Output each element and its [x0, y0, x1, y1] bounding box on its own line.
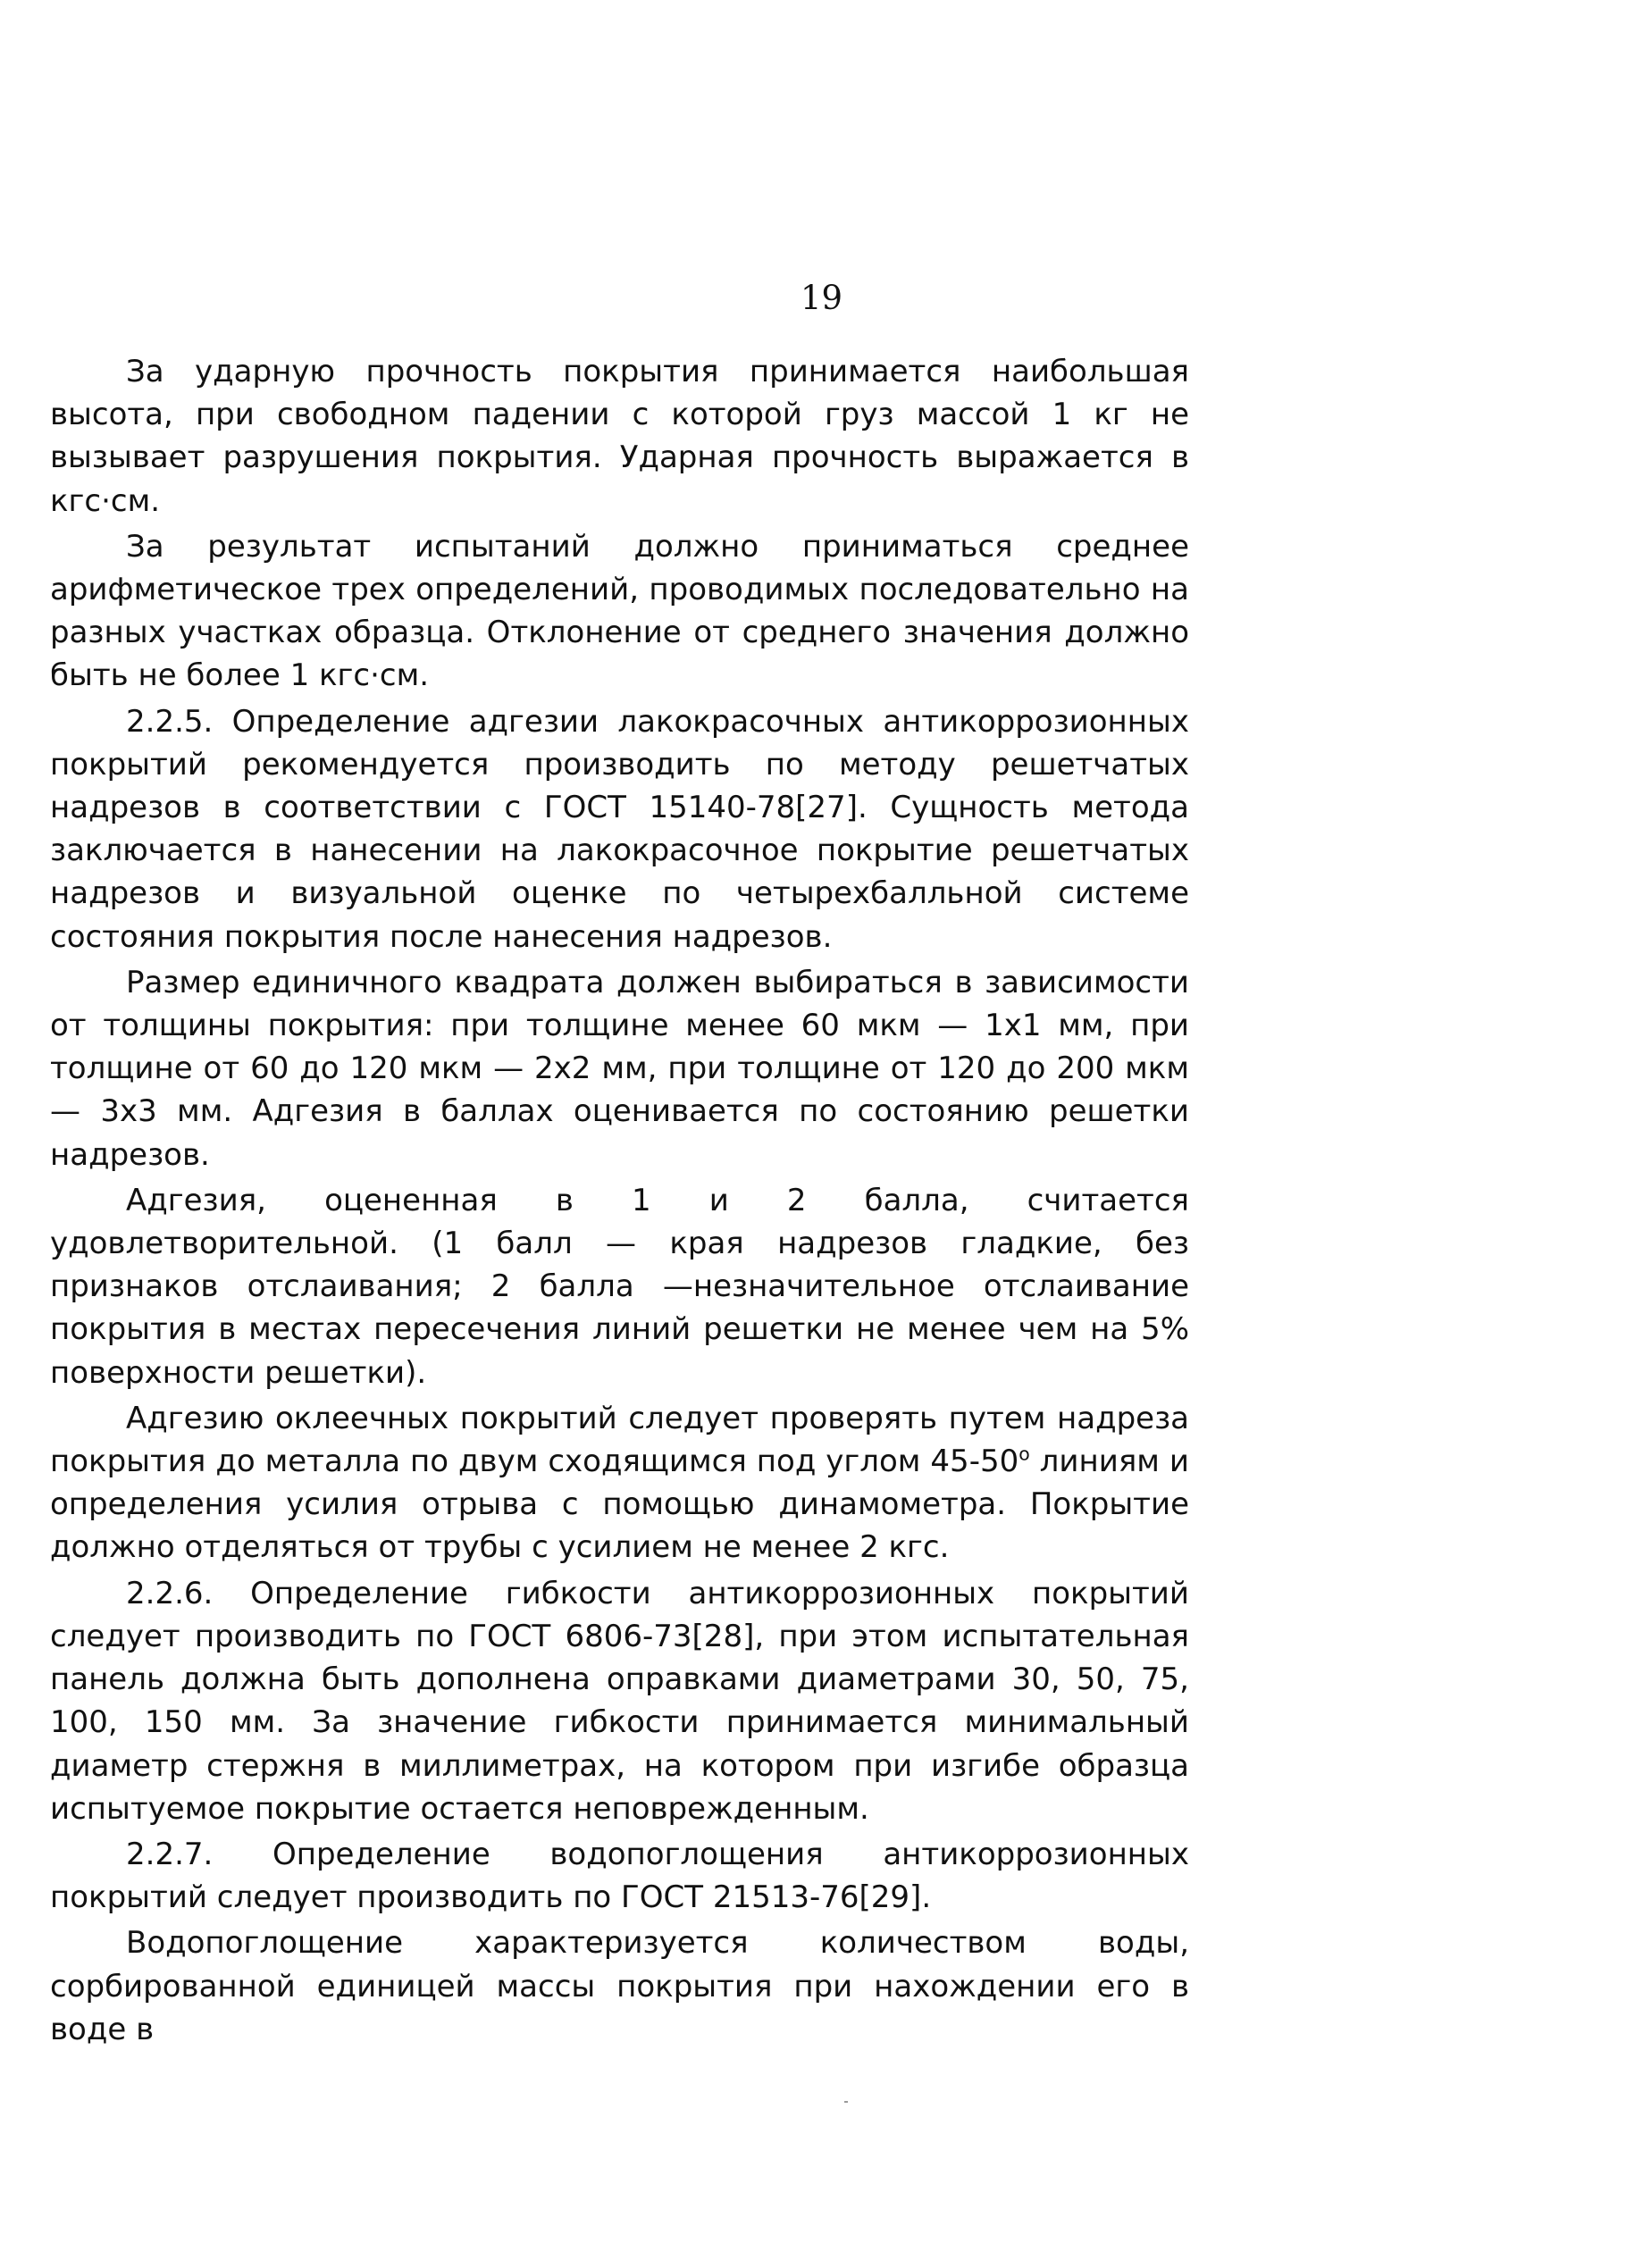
paragraph-test-result: За результат испытаний должно приниматься среднее арифметическое трех определений, проводимых последовательно на разных участках образца. Отклонение от среднего значения должно быть не более 1 кгс·см.: [50, 528, 1189, 694]
body-text: [50, 350, 1189, 2054]
degree-sign: о: [1018, 1443, 1030, 1465]
paragraph-impact-strength: За ударную прочность покрытия принимается наибольшая высота, при свободном падении с которой груз массой 1 кг не вызывает разрушения покрытия. Ударная прочность выражается в кгс·см.: [50, 354, 1189, 519]
paragraph-wrap-adhesion: [50, 1397, 1189, 1569]
paragraph-adhesion-score: Адгезия, оцененная в 1 и 2 балла, считается удовлетворительной. (1 балл — края надрезов гладкие, без признаков отслаивания; 2 балла —незначительное отслаивание покрытия в местах пересечения линий решетки не менее чем на 5% поверхности решетки).: [50, 1182, 1189, 1391]
page-number: 19: [800, 279, 843, 317]
scan-speck: [844, 2101, 848, 2103]
paragraph-flexibility: 2.2.6. Определение гибкости антикоррозионных покрытий следует производить по ГОСТ 6806-73[28], при этом испытательная панель должна быть дополнена оправками диаметрами 30, 50, 75, 100, 150 мм. За значение гибкости принимается минимальный диаметр стержня в миллиметрах, на котором при изгибе образца испытуемое покрытие остается неповрежденным.: [50, 1575, 1189, 1827]
paragraph-wrap-adhesion-tail: линиям и определения усилия отрыва с помощью динамометра. Покрытие должно отделяться от трубы с усилием не менее 2 кгс.: [50, 1444, 1189, 1566]
paragraph-water-absorption: 2.2.7. Определение водопоглощения антикоррозионных покрытий следует производить по ГОСТ 21513-76[29].: [50, 1836, 1189, 1916]
paragraph-wrap-adhesion-head: Адгезию оклеечных покрытий следует проверять путем надреза покрытия до металла по двум сходящимся под углом 45-50: [50, 1400, 1189, 1480]
paragraph-square-size: Размер единичного квадрата должен выбираться в зависимости от толщины покрытия: при толщине менее 60 мкм — 1х1 мм, при толщине от 60 до 120 мкм — 2х2 мм, при толщине от 120 до 200 мкм — 3х3 мм. Адгезия в баллах оценивается по состоянию решетки надрезов.: [50, 964, 1189, 1173]
paragraph-water-absorption-definition: Водопоглощение характеризуется количеством воды, сорбированной единицей массы покрытия при нахождении его в воде в: [50, 1925, 1189, 2047]
paragraph-adhesion-method: 2.2.5. Определение адгезии лакокрасочных антикоррозионных покрытий рекомендуется производить по методу решетчатых надрезов в соответствии с ГОСТ 15140-78[27]. Сущность метода заключается в нанесении на лакокрасочное покрытие решетчатых надрезов и визуальной оценке по четырехбалльной системе состояния покрытия после нанесения надрезов.: [50, 703, 1189, 955]
